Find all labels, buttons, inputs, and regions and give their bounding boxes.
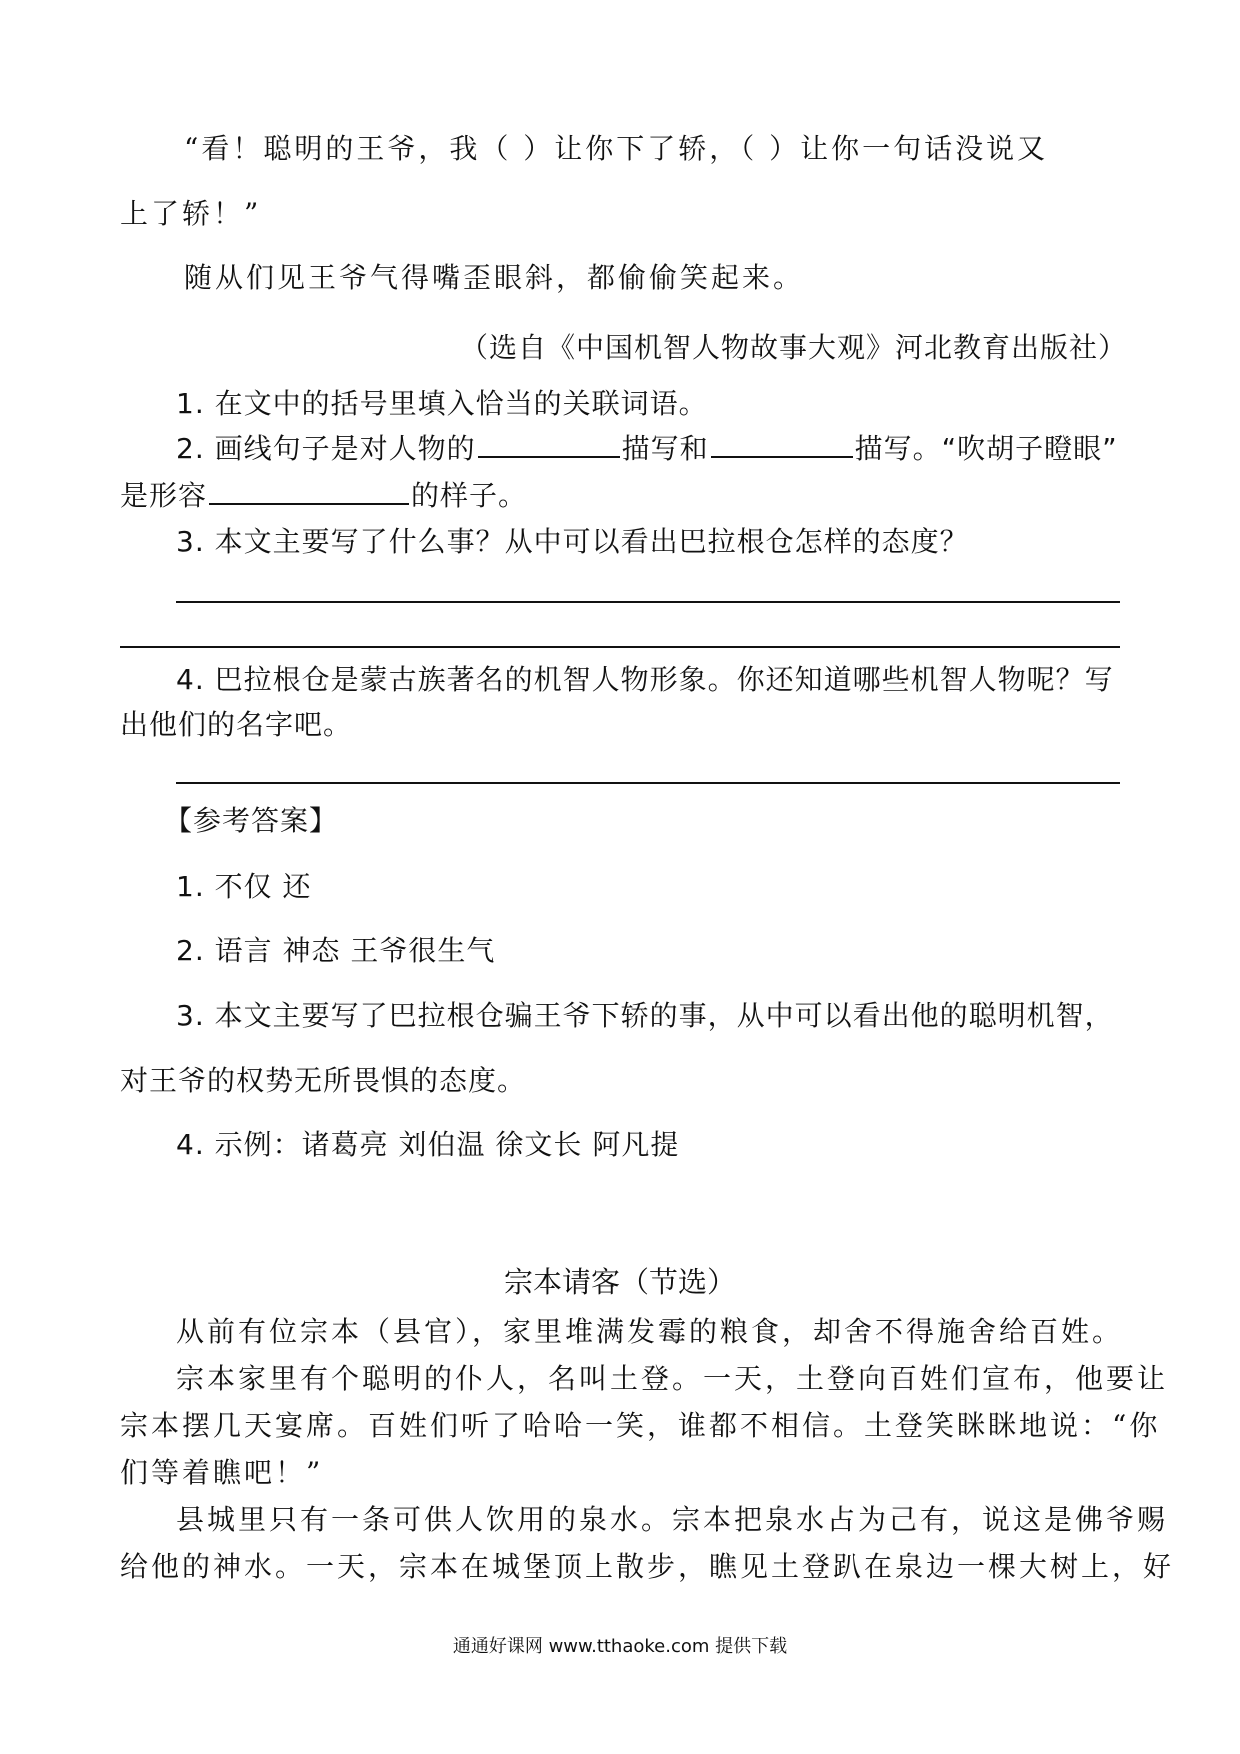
fill-blank[interactable] <box>711 455 853 458</box>
answer-1: 1. 不仅 还 <box>176 870 312 903</box>
question-4-line-2: 出他们的名字吧。 <box>120 708 353 741</box>
story-paragraph-3-line-1: 县城里只有一条可供人饮用的泉水。宗本把泉水占为己有，说这是佛爷赐 <box>176 1503 1169 1536</box>
story-paragraph-2-line-3: 们等着瞧吧！” <box>120 1456 324 1489</box>
question-2-part-a: 2. 画线句子是对人物的 <box>176 432 476 465</box>
question-2-part-b: 描写和 <box>621 432 709 465</box>
passage-line-3: 随从们见王爷气得嘴歪眼斜，都偷偷笑起来。 <box>184 261 805 294</box>
answer-3-line-1: 3. 本文主要写了巴拉根仓骗王爷下轿的事，从中可以看出他的聪明机智， <box>176 999 1114 1032</box>
question-2-line-1 <box>176 432 1118 465</box>
story-title: 宗本请客（节选） <box>503 1265 736 1299</box>
story-paragraph-2-line-2: 宗本摆几天宴席。百姓们听了哈哈一笑，谁都不相信。土登笑眯眯地说：“你 <box>120 1409 1161 1442</box>
answer-line[interactable] <box>176 782 1120 784</box>
question-2-part-d: 是形容 <box>120 479 208 512</box>
answer-3-line-2: 对王爷的权势无所畏惧的态度。 <box>120 1064 527 1097</box>
question-1: 1. 在文中的括号里填入恰当的关联词语。 <box>176 387 708 420</box>
fill-blank[interactable] <box>478 455 620 458</box>
passage-line-1: “看！聪明的王爷，我（ ）让你下了轿，（ ）让你一句话没说又 <box>184 132 1049 165</box>
page-footer: 通通好课网 www.tthaoke.com 提供下载 <box>452 1636 788 1657</box>
story-paragraph-1: 从前有位宗本（县官），家里堆满发霉的粮食，却舍不得施舍给百姓。 <box>176 1315 1124 1348</box>
question-3: 3. 本文主要写了什么事？从中可以看出巴拉根仓怎样的态度？ <box>176 525 969 558</box>
answer-heading: 【参考答案】 <box>164 804 339 837</box>
answer-4: 4. 示例：诸葛亮 刘伯温 徐文长 阿凡提 <box>176 1128 680 1161</box>
passage-line-2: 上了轿！” <box>120 197 262 230</box>
fill-blank[interactable] <box>209 502 409 505</box>
question-2-line-2 <box>120 479 528 512</box>
question-4-line-1: 4. 巴拉根仓是蒙古族著名的机智人物形象。你还知道哪些机智人物呢？写 <box>176 663 1114 696</box>
source-citation: （选自《中国机智人物故事大观》河北教育出版社） <box>460 331 1128 364</box>
question-2-part-c: 描写。“吹胡子瞪眼” <box>854 432 1118 465</box>
story-paragraph-2-line-1: 宗本家里有个聪明的仆人，名叫土登。一天，土登向百姓们宣布，他要让 <box>176 1362 1169 1395</box>
answer-line[interactable] <box>120 646 1120 648</box>
question-2-part-e: 的样子。 <box>411 479 528 512</box>
story-paragraph-3-line-2: 给他的神水。一天，宗本在城堡顶上散步，瞧见土登趴在泉边一棵大树上，好 <box>120 1550 1175 1583</box>
answer-2: 2. 语言 神态 王爷很生气 <box>176 934 496 967</box>
answer-line[interactable] <box>176 601 1120 603</box>
